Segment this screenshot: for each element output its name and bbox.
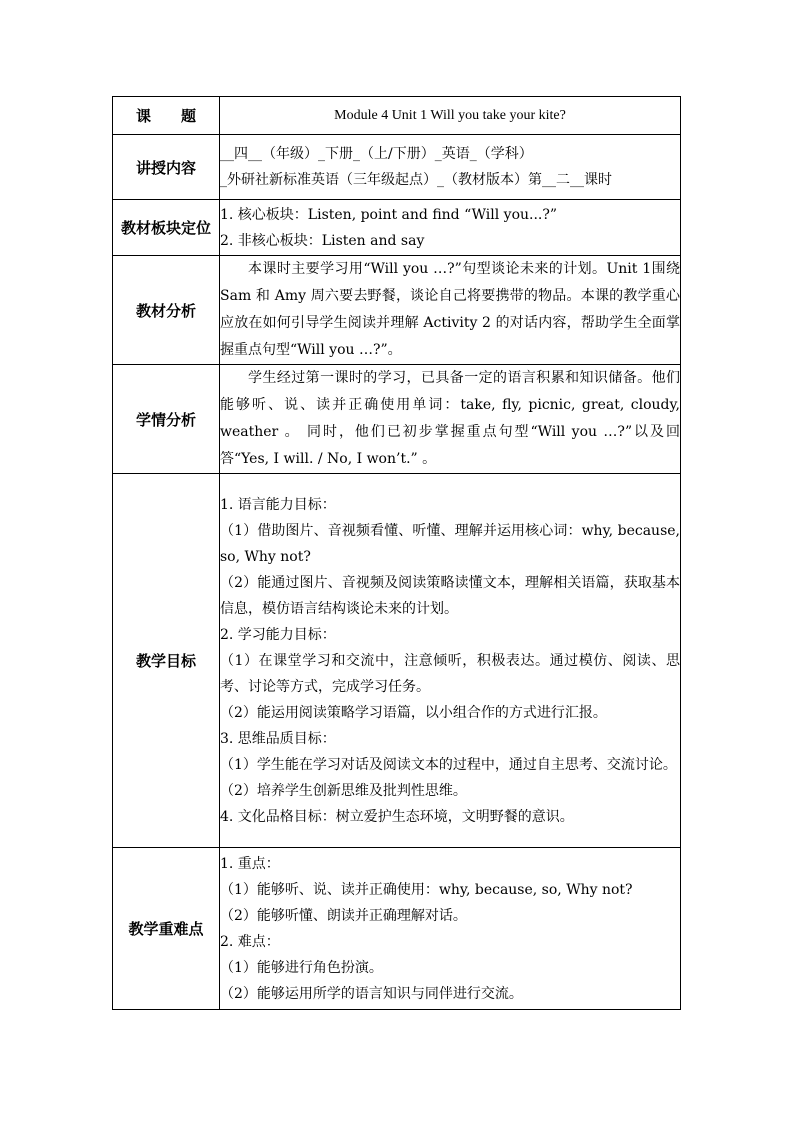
row-module — [113, 200, 681, 256]
label-module: 教材板块定位 — [113, 200, 220, 256]
label-content: 讲授内容 — [113, 135, 220, 200]
analysis-text: 本课时主要学习用“Will you …?”句型谈论未来的计划。Unit 1围绕 Sam 和 Amy 周六要去野餐，谈论自己将要携带的物品。本课的教学重心应放在如何引导学生阅读并理解 Activity 2 的对话内容，帮助学生全面掌握重点句型“Will you …?”。 — [220, 261, 680, 358]
row-key-points — [113, 848, 681, 1010]
student-text: 学生经过第一课时的学习，已具备一定的语言积累和知识储备。他们能够听、说、读并正确使用单词：take, fly, picnic, great, cloudy, weather 。 同时，他们已初步掌握重点句型“Will you …?”以及回答“Yes, I will. / No, I won’t.” 。 — [220, 370, 680, 467]
row-student — [113, 365, 681, 474]
key-line: 2. 难点： — [220, 933, 280, 950]
goal-line: （1）借助图片、音视频看懂、听懂、理解并运用核心词：why, because, so, Why not? — [220, 522, 680, 565]
subject-value: _英语_ — [434, 146, 477, 162]
key-line: （2）能够运用所学的语言知识与同伴进行交流。 — [220, 985, 523, 1002]
key-line: （1）能够听、说、读并正确使用：why, because, so, Why not? — [220, 881, 633, 898]
content-line-2 — [220, 167, 680, 193]
goal-line: 4. 文化品格目标：树立爱护生态环境，文明野餐的意识。 — [220, 808, 574, 825]
content-cell — [220, 135, 681, 200]
volume-suffix: （上/下册） — [360, 146, 435, 162]
module-line-2: 2. 非核心板块：Listen and say — [220, 232, 425, 249]
lesson-suffix: 课时 — [584, 172, 612, 188]
label-topic: 课 题 — [113, 97, 220, 135]
key-line: （1）能够进行角色扮演。 — [220, 959, 383, 976]
goal-line: 3. 思维品质目标： — [220, 730, 336, 747]
row-analysis — [113, 256, 681, 365]
goal-line: （2）能运用阅读策略学习语篇，以小组合作的方式进行汇报。 — [220, 704, 607, 721]
goal-line: （2）培养学生创新思维及批判性思维。 — [220, 782, 467, 799]
goal-line: （1）学生能在学习对话及阅读文本的过程中，通过自主思考、交流讨论。 — [220, 756, 677, 773]
key-line: （2）能够听懂、朗读并正确理解对话。 — [220, 907, 467, 924]
goal-line: 1. 语言能力目标： — [220, 496, 336, 513]
textbook-suffix: （教材版本）第 — [444, 172, 542, 188]
key-line: 1. 重点： — [220, 855, 280, 872]
row-goals — [113, 474, 681, 848]
grade-suffix: （年级） — [262, 146, 318, 162]
goal-line: （2）能通过图片、音视频及阅读策略读懂文本，理解相关语篇，获取基本信息，模仿语言结构谈论未来的计划。 — [220, 574, 680, 617]
lesson-plan-table — [112, 96, 681, 1010]
student-cell — [220, 365, 681, 474]
key-points-cell — [220, 848, 681, 1010]
volume-value: _下册_ — [318, 146, 360, 162]
lesson-number: __二__ — [542, 172, 584, 188]
analysis-cell — [220, 256, 681, 365]
label-goals: 教学目标 — [113, 474, 220, 848]
goal-line: （1）在课堂学习和交流中，注意倾听，积极表达。通过模仿、阅读、思考、讨论等方式，完成学习任务。 — [220, 652, 680, 695]
row-content — [113, 135, 681, 200]
grade-value: __四__ — [220, 146, 262, 162]
module-line-1: 1. 核心板块：Listen, point and find “Will you...?” — [220, 206, 558, 223]
lesson-title: Module 4 Unit 1 Will you take your kite? — [220, 97, 681, 135]
label-key-points: 教学重难点 — [113, 848, 220, 1010]
label-analysis: 教材分析 — [113, 256, 220, 365]
label-student: 学情分析 — [113, 365, 220, 474]
textbook-value: _外研社新标准英语（三年级起点）_ — [220, 172, 444, 188]
goal-line: 2. 学习能力目标： — [220, 626, 336, 643]
goals-cell — [220, 474, 681, 848]
content-line-1 — [220, 141, 680, 167]
module-cell — [220, 200, 681, 256]
subject-suffix: （学科） — [476, 146, 533, 162]
row-topic — [113, 97, 681, 135]
